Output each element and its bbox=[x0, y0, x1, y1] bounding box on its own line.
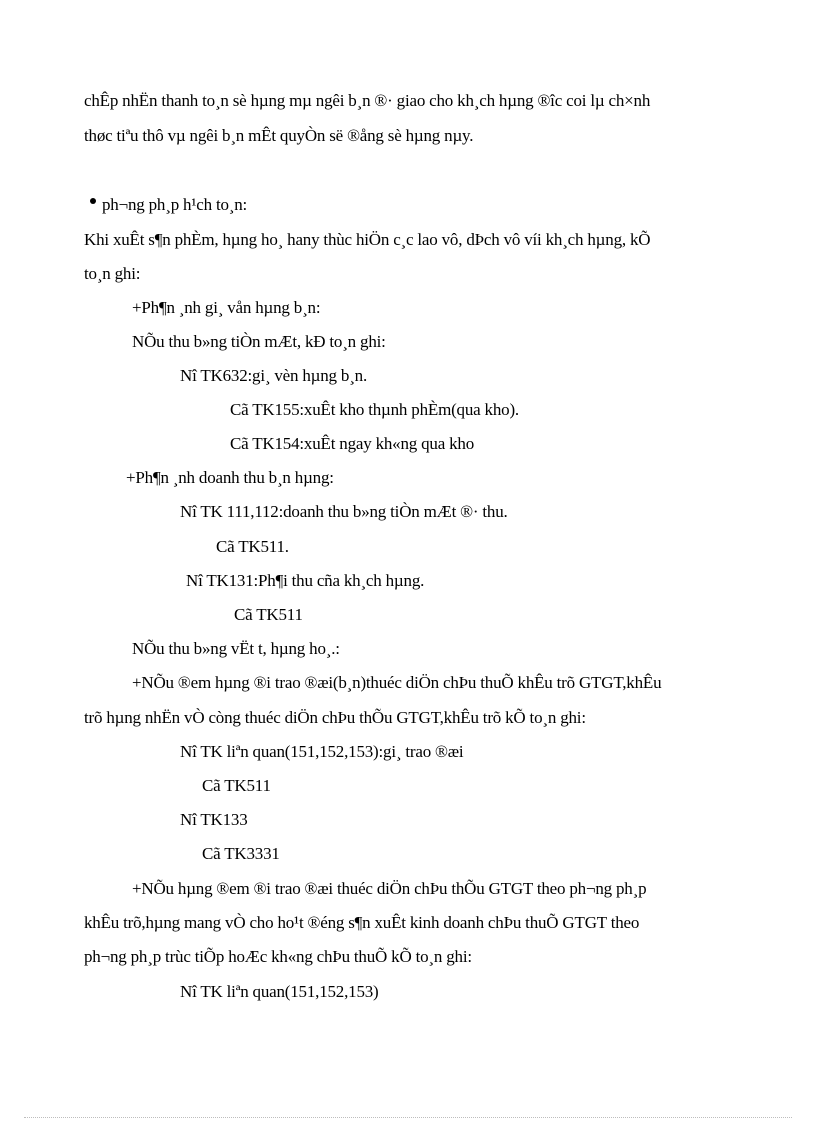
text-line: Nî TK133 bbox=[180, 810, 248, 829]
text-line: khÊu trõ,hµng mang vÒ cho ho¹t ®éng s¶n xuÊt kinh doanh chÞu thuÕ GTGT theo bbox=[84, 913, 640, 932]
text-line: Nî TK 111,112:doanh thu b»ng tiÒn mÆt ®· thu. bbox=[180, 502, 508, 521]
text-line: Cã TK511 bbox=[202, 776, 271, 795]
text-line: NÕu thu b»ng vËt t, hµng ho¸.: bbox=[132, 639, 340, 658]
text-line: Nî TK131:Ph¶i thu cña kh¸ch hµng. bbox=[186, 571, 425, 590]
text-line: Cã TK511. bbox=[216, 537, 289, 556]
text-line: Cã TK3331 bbox=[202, 844, 280, 863]
text-line: +NÕu ®em hµng ®i trao ®æi(b¸n)thuéc diÖn chÞu thuÕ khÊu trõ GTGT,khÊu bbox=[132, 673, 662, 692]
text-line: Cã TK511 bbox=[234, 605, 303, 624]
text-line: Khi xuÊt s¶n phÈm, hµng ho¸ hany thùc hiÖn c¸c lao vô, dÞch vô víi kh¸ch hµng, kÕ bbox=[84, 230, 651, 249]
text-line: Nî TK liªn quan(151,152,153) bbox=[180, 982, 379, 1001]
bullet-icon bbox=[90, 198, 96, 204]
text-line: thøc tiªu thô vµ ngêi b¸n mÊt quyÒn së ®ång sè hµng nµy. bbox=[84, 126, 474, 145]
text-line: Nî TK632:gi¸ vèn hµng b¸n. bbox=[180, 366, 368, 385]
text-line: +NÕu hµng ®em ®i trao ®æi thuéc diÖn chÞu thÕu GTGT theo ph¬ng ph¸p bbox=[132, 879, 647, 898]
text-line: trõ hµng nhËn vÒ còng thuéc diÖn chÞu thÕu GTGT,khÊu trõ kÕ to¸n ghi: bbox=[84, 708, 586, 727]
text-line: Cã TK155:xuÊt kho thµnh phÈm(qua kho). bbox=[230, 400, 519, 419]
section-heading: ph¬ng ph¸p h¹ch to¸n: bbox=[102, 195, 248, 214]
text-line: +Ph¶n ¸nh doanh thu b¸n hµng: bbox=[126, 468, 334, 487]
text-line: Cã TK154:xuÊt ngay kh«ng qua kho bbox=[230, 434, 475, 453]
text-line: ph¬ng ph¸p trùc tiÕp hoÆc kh«ng chÞu thuÕ kÕ to¸n ghi: bbox=[84, 947, 472, 966]
text-line: to¸n ghi: bbox=[84, 264, 141, 283]
page-footer-divider bbox=[24, 1117, 792, 1118]
text-line: NÕu thu b»ng tiÒn mÆt, kÐ to¸n ghi: bbox=[132, 332, 386, 351]
text-line: Nî TK liªn quan(151,152,153):gi¸ trao ®æi bbox=[180, 742, 464, 761]
text-line: chÊp nhËn thanh to¸n sè hµng mµ ngêi b¸n ®· giao cho kh¸ch hµng ®îc coi lµ ch×nh bbox=[84, 91, 651, 110]
text-line: +Ph¶n ¸nh gi¸ vån hµng b¸n: bbox=[132, 298, 321, 317]
